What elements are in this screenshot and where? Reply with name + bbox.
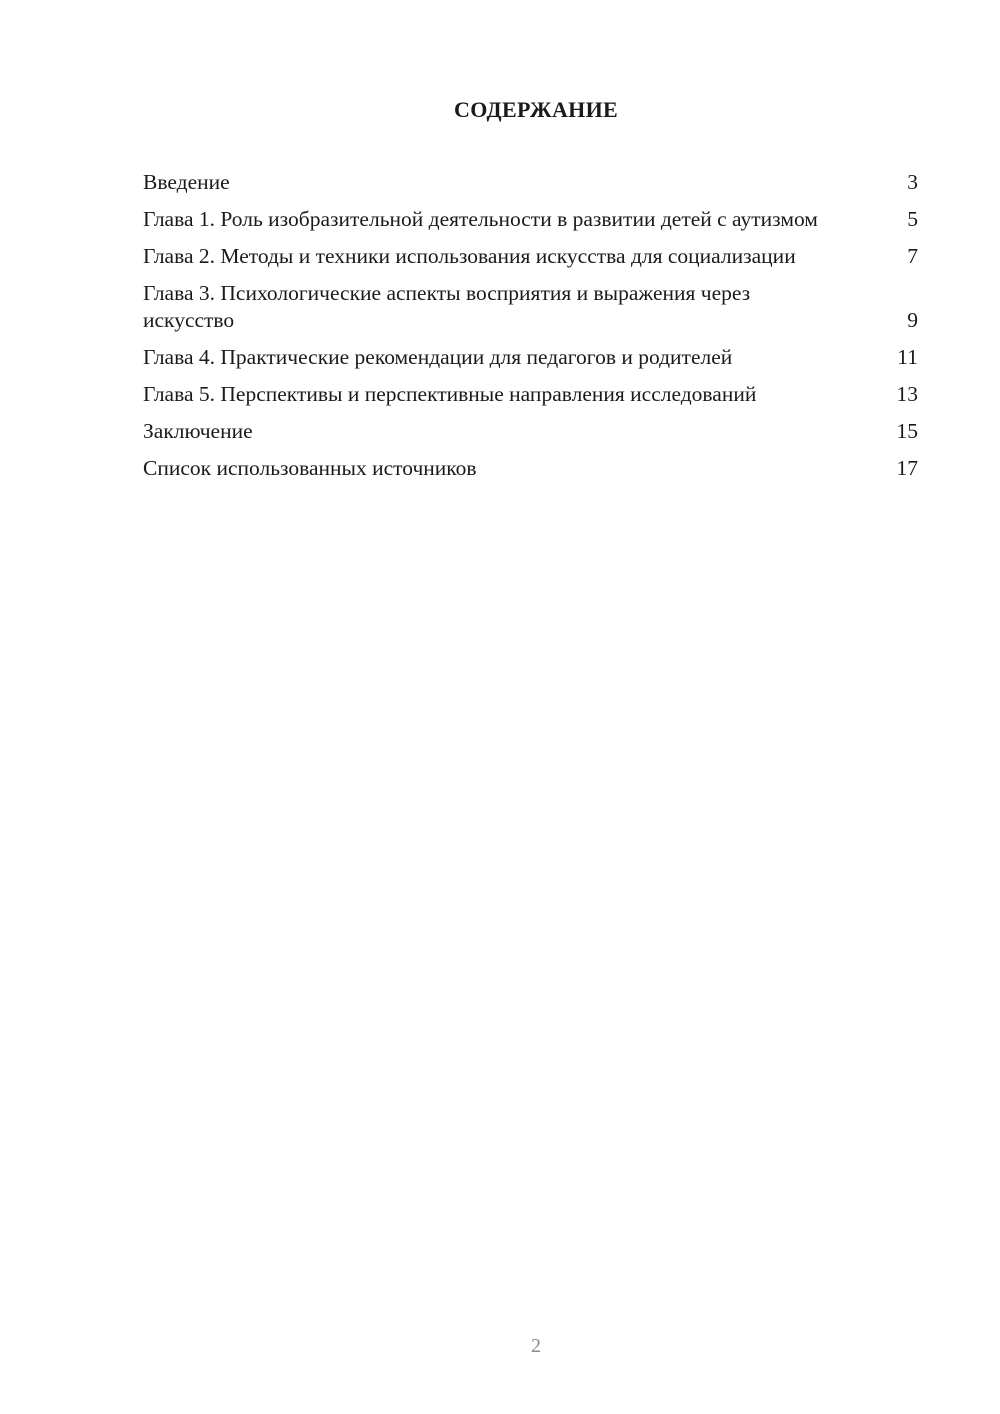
toc-entry-page: 15 — [896, 419, 918, 443]
toc-entry-references[interactable] — [143, 455, 918, 482]
toc-entry-chapter-4[interactable] — [143, 344, 918, 371]
toc-entry-title: Глава 5. Перспективы и перспективные направления исследований — [143, 382, 757, 406]
toc-entry-title: Глава 4. Практические рекомендации для педагогов и родителей — [143, 345, 733, 369]
toc-entry-title: Заключение — [143, 419, 253, 443]
toc-entry-chapter-5[interactable] — [143, 381, 918, 408]
toc-entry-title: Список использованных источников — [143, 456, 477, 480]
toc-entry-page: 9 — [907, 308, 918, 332]
toc-entry-title: Глава 1. Роль изобразительной деятельности в развитии детей с аутизмом — [143, 207, 818, 231]
toc-entry-chapter-1[interactable] — [143, 206, 918, 233]
toc-entry-title: Глава 3. Психологические аспекты восприятия и выражения через искусство — [143, 281, 751, 332]
toc-entry-introduction[interactable] — [143, 169, 918, 196]
toc-entry-page: 7 — [907, 244, 918, 268]
toc-entry-page: 13 — [896, 382, 918, 406]
toc-entry-chapter-2[interactable] — [143, 243, 918, 270]
page-title: СОДЕРЖАНИЕ — [454, 97, 618, 122]
table-of-contents — [143, 169, 918, 492]
toc-entry-page: 17 — [896, 456, 918, 480]
toc-entry-title: Введение — [143, 170, 230, 194]
toc-entry-page: 5 — [907, 207, 918, 231]
toc-entry-chapter-3[interactable] — [143, 280, 918, 334]
toc-entry-title: Глава 2. Методы и техники использования искусства для социализации — [143, 244, 796, 268]
toc-entry-page: 11 — [897, 345, 918, 369]
page-number: 2 — [531, 1335, 541, 1357]
toc-entry-page: 3 — [907, 170, 918, 194]
toc-entry-conclusion[interactable] — [143, 418, 918, 445]
